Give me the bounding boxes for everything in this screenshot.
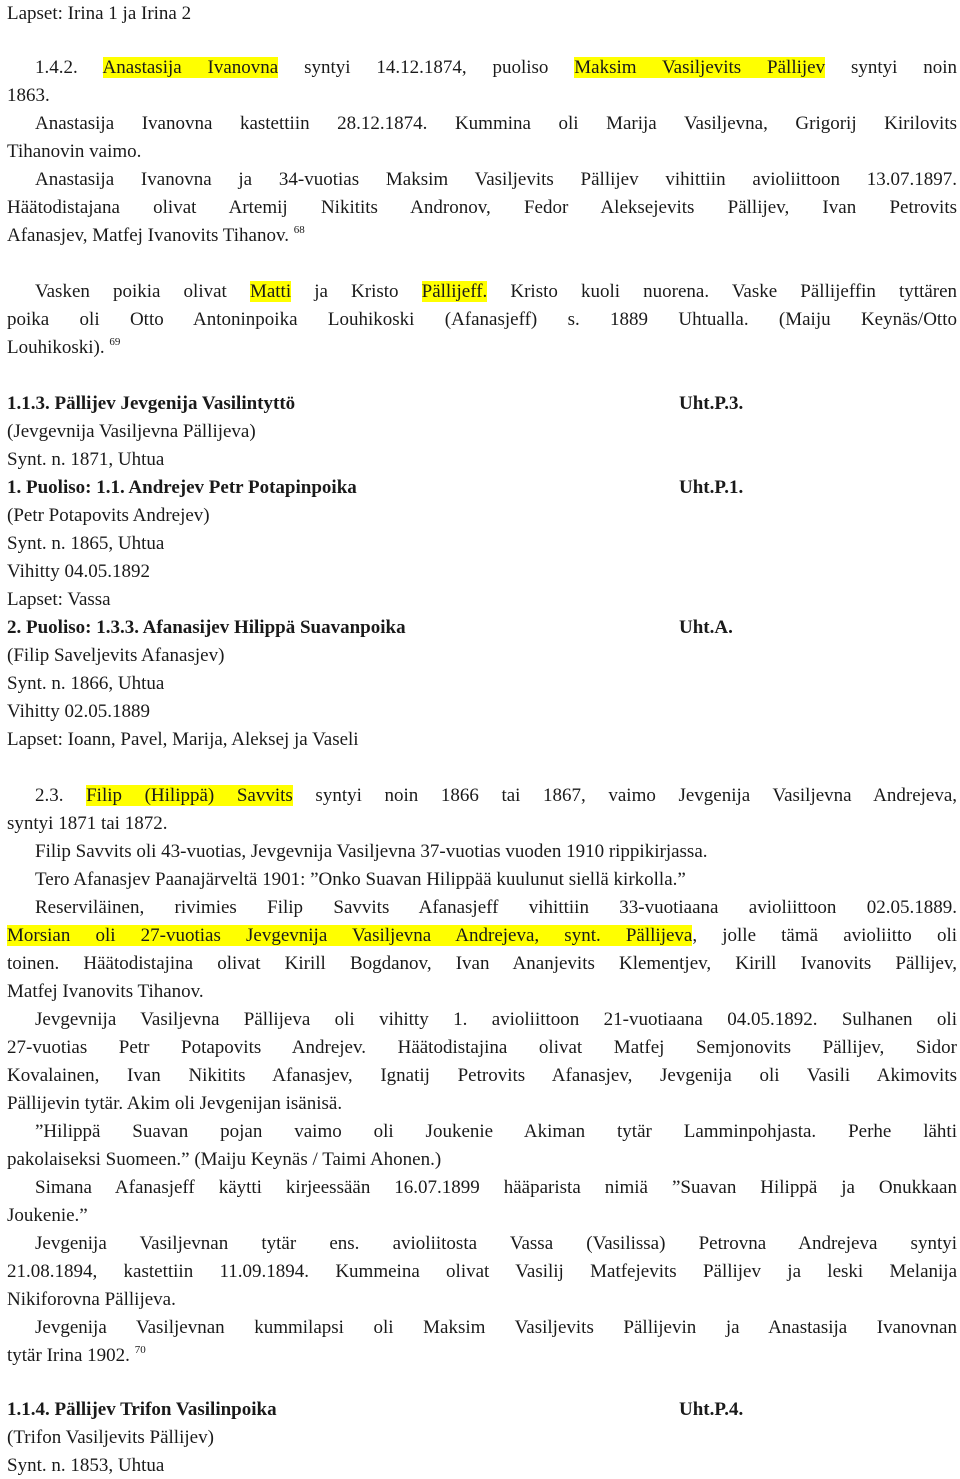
- paragraph-line: Anastasija Ivanovna ja 34-vuotias Maksim Vasiljevits Pällijev vihittiin avioliittoon 13.07.1897.: [35, 169, 957, 190]
- entry-code: Uht.P.3.: [679, 393, 744, 414]
- paragraph-line: Nikiforovna Pällijeva.: [7, 1289, 176, 1310]
- paragraph-line: 27-vuotias Petr Potapovits Andrejev. Häätodistajina olivat Matfej Semjonovits Pällijev, Sidor: [7, 1037, 957, 1058]
- entry-142-line1: 1.4.2. Anastasija Ivanovna syntyi 14.12.1874, puoliso Maksim Vasiljevits Pällijev syntyi noin: [35, 57, 958, 78]
- paragraph-line: Pällijevin tytär. Akim oli Jevgenijan isänisä.: [7, 1093, 343, 1114]
- footnote-ref: 69: [109, 336, 121, 348]
- entry-23-line1: 2.3. Filip (Hilippä) Savvits syntyi noin 1866 tai 1867, vaimo Jevgenija Vasiljevna Andrejeva,: [35, 785, 958, 806]
- highlight-morsian: Morsian oli 27-vuotias Jevgevnija Vasiljevna Andrejeva, synt. Pällijeva: [7, 925, 693, 946]
- spouse2-heading: 2. Puoliso: 1.3.3. Afanasijev Hilippä Suavanpoika Uht.A.: [7, 617, 733, 638]
- spouse2-wedding: Vihitty 02.05.1889: [7, 701, 150, 722]
- paragraph-line: Häätodistajana olivat Artemij Nikitits Andronov, Fedor Aleksejevits Pällijev, Ivan Petrovits: [7, 197, 957, 218]
- spouse2-born: Synt. n. 1866, Uhtua: [7, 673, 165, 694]
- highlight-filip: Filip (Hilippä) Savvits: [86, 785, 293, 806]
- entry-113-heading: 1.1.3. Pällijev Jevgenija Vasilintyttö Uht.P.3.: [7, 393, 744, 414]
- spouse1-wedding: Vihitty 04.05.1892: [7, 561, 150, 582]
- footnote-ref: 68: [293, 224, 305, 236]
- paragraph-line: Jevgenija Vasiljevnan kummilapsi oli Maksim Vasiljevits Pällijevin ja Anastasija Ivanovnan: [35, 1317, 957, 1338]
- paragraph-line: Anastasija Ivanovna kastettiin 28.12.1874. Kummina oli Marija Vasiljevna, Grigorij Kirilovits: [35, 113, 957, 134]
- footnote-ref: 70: [134, 1344, 146, 1356]
- spouse2-children: Lapset: Ioann, Pavel, Marija, Aleksej ja Vaseli: [7, 729, 359, 750]
- paragraph-line: Louhikoski). $^{69}$: [7, 336, 121, 358]
- entry-114-heading: 1.1.4. Pällijev Trifon Vasilinpoika Uht.P.4.: [7, 1399, 744, 1420]
- highlight-name: Anastasija Ivanovna: [102, 57, 279, 78]
- paragraph-line: Tihanovin vaimo.: [7, 141, 142, 162]
- paragraph-line: Filip Savvits oli 43-vuotias, Jevgevnija Vasiljevna 37-vuotias vuoden 1910 rippikirjassa.: [35, 841, 708, 862]
- highlight-pallijeff: Pällijeff.: [421, 281, 488, 302]
- entry-code: Uht.P.4.: [679, 1399, 744, 1420]
- spouse1-children: Lapset: Vassa: [7, 589, 111, 610]
- spouse1-born: Synt. n. 1865, Uhtua: [7, 533, 165, 554]
- paragraph-line: tytär Irina 1902. $^{70}$: [7, 1344, 146, 1366]
- paragraph-line: Jevgenija Vasiljevnan tytär ens. avioliitosta Vassa (Vasilissa) Petrovna Andrejeva syntyi: [35, 1233, 957, 1254]
- paragraph-line: poika oli Otto Antoninpoika Louhikoski (Afanasjeff) s. 1889 Uhtualla. (Maiju Keynäs/Otto: [7, 309, 957, 330]
- paragraph-line: Simana Afanasjeff käytti kirjeessään 16.07.1899 hääparista nimiä ”Suavan Hilippä ja Onukkaan: [35, 1177, 957, 1198]
- entry-born: Synt. n. 1853, Uhtua: [7, 1455, 165, 1476]
- paragraph-line: Afanasjev, Matfej Ivanovits Tihanov. $^{68}$: [7, 224, 305, 246]
- paragraph-line: Vasken poikia olivat Matti ja Kristo Pällijeff. Kristo kuoli nuorena. Vaske Pällijeffin tyttären: [35, 281, 958, 302]
- spouse1-alt-name: (Petr Potapovits Andrejev): [7, 505, 210, 526]
- spouse2-alt-name: (Filip Saveljevits Afanasjev): [7, 645, 225, 666]
- entry-alt-name: (Jevgevnija Vasiljevna Pällijeva): [7, 421, 256, 442]
- lapset-line: Lapset: Irina 1 ja Irina 2: [7, 3, 192, 24]
- paragraph-line: Reserviläinen, rivimies Filip Savvits Afanasjeff vihittiin 33-vuotiaana avioliittoon 02.05.1889.: [35, 897, 957, 918]
- paragraph-line: Tero Afanasjev Paanajärveltä 1901: ”Onko Suavan Hilippää kuulunut siellä kirkolla.”: [35, 869, 686, 890]
- paragraph-line: toinen. Häätodistajina olivat Kirill Bogdanov, Ivan Ananjevits Klementjev, Kirill Ivanovits Pällijev,: [7, 953, 957, 974]
- highlight-matti: Matti: [249, 281, 292, 302]
- paragraph-line: Joukenie.”: [7, 1205, 88, 1226]
- entry-alt-name: (Trifon Vasiljevits Pällijev): [7, 1427, 214, 1448]
- entry-code: Uht.P.1.: [679, 477, 744, 498]
- entry-142-line2: 1863.: [7, 85, 50, 106]
- paragraph-line: 21.08.1894, kastettiin 11.09.1894. Kummeina olivat Vasilij Matfejevits Pällijev ja leski Melanija: [7, 1261, 957, 1282]
- paragraph-line: ”Hilippä Suavan pojan vaimo oli Joukenie Akiman tytär Lamminpohjasta. Perhe lähti: [35, 1121, 957, 1142]
- paragraph-line: Kovalainen, Ivan Nikitits Afanasjev, Ignatij Petrovits Afanasjev, Jevgenija oli Vasili Akimovits: [7, 1065, 957, 1086]
- entry-born: Synt. n. 1871, Uhtua: [7, 449, 165, 470]
- entry-code: Uht.A.: [679, 617, 733, 638]
- paragraph-line: Matfej Ivanovits Tihanov.: [7, 981, 204, 1002]
- paragraph-line: Jevgevnija Vasiljevna Pällijeva oli vihitty 1. avioliittoon 21-vuotiaana 04.05.1892. Sulhanen oli: [35, 1009, 957, 1030]
- paragraph-line: Morsian oli 27-vuotias Jevgevnija Vasiljevna Andrejeva, synt. Pällijeva, jolle tämä avioliitto oli: [7, 925, 957, 946]
- paragraph-line: pakolaiseksi Suomeen.” (Maiju Keynäs / Taimi Ahonen.): [7, 1149, 442, 1170]
- highlight-spouse: Maksim Vasiljevits Pällijev: [574, 57, 826, 78]
- paragraph-line: syntyi 1871 tai 1872.: [7, 813, 168, 834]
- spouse1-heading: 1. Puoliso: 1.1. Andrejev Petr Potapinpoika Uht.P.1.: [7, 477, 744, 498]
